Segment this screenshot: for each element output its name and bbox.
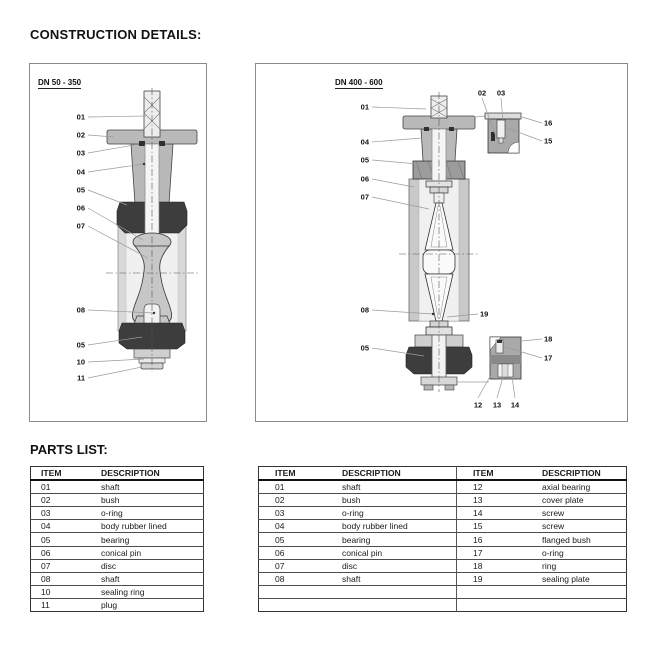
table-row (31, 480, 204, 494)
item-number-cell: 08 (31, 572, 96, 585)
description-cell: bearing (331, 533, 457, 546)
description-cell: plug (101, 599, 118, 610)
item-number-cell: 18 (457, 559, 532, 572)
description-cell: body rubber lined (331, 520, 457, 533)
top-detail-view (475, 113, 521, 153)
o-ring-right (449, 127, 454, 131)
table-row (31, 520, 204, 533)
description-cell: disc (331, 559, 457, 572)
description-cell: cover plate (531, 494, 627, 507)
item-number-cell: 10 (31, 585, 96, 598)
table-row (31, 507, 204, 520)
table-row (31, 585, 204, 598)
callout-label: 02 (477, 88, 487, 98)
table-row (259, 546, 627, 559)
callout-leader-line (88, 145, 134, 153)
item-number-cell: 15 (457, 520, 532, 533)
callout-label: 03 (496, 88, 506, 98)
description-cell: bush (331, 494, 457, 507)
description-cell: body rubber lined (95, 520, 204, 533)
table-row (259, 598, 627, 611)
callout-label: 04 (360, 137, 369, 147)
table-row (31, 494, 204, 507)
item-number-cell: 06 (31, 546, 96, 559)
column-header: DESCRIPTION (95, 467, 204, 481)
callout-anchor-dot (153, 312, 155, 314)
column-header: ITEM (259, 467, 332, 481)
table-body (259, 480, 627, 611)
item-number-cell (259, 598, 332, 611)
callout-label: 18 (544, 334, 553, 344)
callout-label: 03 (76, 148, 85, 158)
callout-label: 05 (76, 340, 85, 350)
description-cell (331, 598, 457, 611)
table-row (259, 494, 627, 507)
diagram-box-dn50-350 (29, 63, 207, 422)
callout-leader-line (478, 373, 492, 398)
bottom-detail-view (490, 337, 521, 379)
column-header: DESCRIPTION (531, 467, 627, 481)
table-row (259, 572, 627, 585)
callout-leader-line (372, 160, 418, 164)
description-cell: o-ring (95, 507, 204, 520)
table-row (31, 559, 204, 572)
item-number-cell: 13 (457, 494, 532, 507)
valve-cross-section-dn50-350 (30, 64, 206, 421)
description-cell: conical pin (331, 546, 457, 559)
table-row (31, 572, 204, 585)
item-number-cell: 01 (31, 480, 96, 494)
column-header: ITEM (31, 467, 96, 481)
parts-list-title: PARTS LIST: (30, 442, 108, 457)
o-ring-left (424, 127, 429, 131)
callout-label: 19 (480, 309, 489, 319)
callout-leader-line (372, 179, 414, 187)
table-row (259, 533, 627, 546)
o-ring-right (159, 141, 165, 146)
valve-cross-section-dn400-600 (256, 64, 627, 421)
description-cell: conical pin (95, 546, 204, 559)
table-header-row (259, 467, 627, 481)
description-cell: o-ring (331, 507, 457, 520)
dn-range-label: DN 50 - 350 (38, 78, 82, 87)
callout-leader-line (88, 190, 127, 205)
item-number-cell (457, 585, 532, 598)
item-number-cell: 04 (31, 520, 96, 533)
table-header (259, 467, 627, 481)
callout-label: 06 (76, 203, 85, 213)
item-number-cell: 07 (31, 559, 96, 572)
item-number-cell: 02 (259, 494, 332, 507)
item-number-cell: 14 (457, 507, 532, 520)
description-cell: shaft (331, 480, 457, 494)
callout-label: 04 (76, 167, 85, 177)
callout-leader-line (512, 377, 515, 398)
callout-label: 13 (492, 400, 502, 410)
callout-label: 10 (76, 357, 85, 367)
description-cell: o-ring (531, 546, 627, 559)
description-cell: shaft (331, 572, 457, 585)
callout-label: 14 (510, 400, 520, 410)
description-cell: screw (531, 520, 627, 533)
screw-tip (499, 138, 503, 143)
callout-label: 12 (473, 400, 483, 410)
column-header: DESCRIPTION (331, 467, 457, 481)
callout-label: 16 (544, 118, 553, 128)
callout-label: 01 (360, 102, 369, 112)
description-cell: axial bearing (531, 480, 627, 494)
description-cell: flanged bush (531, 533, 627, 546)
item-number-cell: 03 (259, 507, 332, 520)
callout-label: 02 (76, 130, 85, 140)
table-row (259, 507, 627, 520)
callout-leader-line (497, 377, 503, 398)
table-row (31, 598, 204, 611)
valve-body-group (399, 92, 489, 392)
callout-label: 01 (76, 112, 85, 122)
item-number-cell: 12 (457, 480, 532, 494)
parts-table-dn50-350 (30, 466, 204, 612)
item-number-cell: 11 (41, 599, 50, 610)
callout-label: 08 (360, 305, 369, 315)
callout-leader-line (88, 116, 146, 117)
diagram-box-dn400-600 (255, 63, 628, 422)
description-cell: shaft (95, 480, 204, 494)
description-cell (331, 585, 457, 598)
callout-leader-line (88, 359, 144, 362)
item-number-cell: 08 (259, 572, 332, 585)
table-row (259, 480, 627, 494)
callout-leader-line (372, 107, 426, 109)
detail-link-line (475, 116, 485, 117)
callout-label: 06 (360, 174, 369, 184)
description-cell: bush (95, 494, 204, 507)
callout-label: 17 (544, 353, 553, 363)
callout-anchor-dot (143, 163, 145, 165)
item-number-cell: 05 (259, 533, 332, 546)
bottom-screw-right (445, 385, 454, 390)
description-cell: shaft (95, 572, 204, 585)
callout-label: 11 (77, 373, 85, 383)
callout-label: 07 (76, 221, 85, 231)
description-cell (531, 585, 627, 598)
column-header: ITEM (457, 467, 532, 481)
description-cell: sealing plate (531, 572, 627, 585)
description-cell: bearing (95, 533, 204, 546)
description-cell: sealing ring (95, 585, 204, 598)
item-number-cell: 06 (259, 546, 332, 559)
item-number-cell: 16 (457, 533, 532, 546)
callout-label: 15 (544, 136, 553, 146)
description-cell: screw (531, 507, 627, 520)
item-number-cell: 01 (259, 480, 332, 494)
callout-leader-line (522, 339, 542, 341)
table-row (31, 533, 204, 546)
screw-head (497, 340, 502, 343)
bottom-screw-left (424, 385, 433, 390)
item-number-cell (259, 585, 332, 598)
description-cell (531, 598, 627, 611)
item-number-cell: 02 (31, 494, 96, 507)
description-cell: ring (531, 559, 627, 572)
cover-plate-screw (502, 364, 508, 377)
item-number-cell: 04 (259, 520, 332, 533)
bearing-band (490, 355, 521, 364)
callout-anchor-dot (432, 313, 434, 315)
callout-label: 05 (360, 343, 369, 353)
item-number-cell: 07 (259, 559, 332, 572)
item-number-cell: 05 (31, 533, 96, 546)
callout-leader-line (522, 117, 542, 123)
callout-label: 07 (360, 192, 369, 202)
item-number-cell (457, 598, 532, 611)
description-cell: disc (95, 559, 204, 572)
table-row (259, 585, 627, 598)
screw (497, 120, 505, 138)
table-header (31, 467, 204, 481)
page-title: CONSTRUCTION DETAILS: (30, 27, 202, 42)
parts-table-dn400-600 (258, 466, 627, 612)
valve-body-group (106, 88, 198, 372)
table-body (31, 480, 204, 611)
item-number-cell: 19 (457, 572, 532, 585)
o-ring-left (139, 141, 145, 146)
item-number-cell: 17 (457, 546, 532, 559)
callout-label: 05 (76, 185, 85, 195)
callout-leader-line (88, 367, 142, 378)
table-row (31, 546, 204, 559)
callout-label: 08 (76, 305, 85, 315)
table-row (259, 520, 627, 533)
callout-label: 05 (360, 155, 369, 165)
table-row (259, 559, 627, 572)
callout-leader-line (372, 138, 422, 142)
dn-range-label: DN 400 - 600 (335, 78, 383, 87)
table-header-row (31, 467, 204, 481)
item-number-cell: 03 (31, 507, 96, 520)
